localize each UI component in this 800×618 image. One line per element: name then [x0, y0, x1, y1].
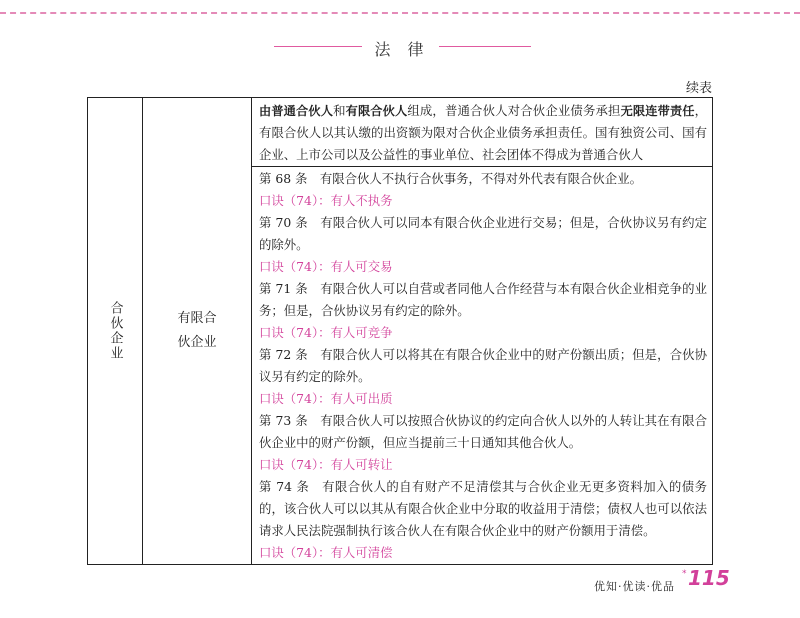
subcategory-line-2: 伙企业 [177, 335, 217, 350]
article-73: 第 73 条 有限合伙人可以按照合伙协议的约定向合伙人以外的人转让其在有限合伙企业中的财产份额，但应当提前三十日通知其他合伙人。 [259, 413, 707, 450]
law-table [87, 97, 713, 565]
star-icon: * [682, 569, 687, 579]
subcategory-cell [143, 98, 252, 565]
definition-text: 由普通合伙人和有限合伙人组成，普通合伙人对合伙企业债务承担无限连带责任，有限合伙人以其认缴的出资额为限对合伙企业债务承担责任。国有独资公司、国有企业、上市公司以及公益性的事业单位、社会团体不得成为普通合伙人 [259, 103, 708, 162]
header-rule-right [439, 46, 531, 47]
header-rule-left [274, 46, 362, 47]
mnemonic-74: 口诀（74）：有人可清偿 [259, 545, 393, 560]
mnemonic-73: 口诀（74）：有人可转让 [259, 457, 393, 472]
articles-cell [252, 167, 713, 565]
definition-cell [252, 98, 713, 167]
article-70: 第 70 条 有限合伙人可以同本有限合伙企业进行交易；但是，合伙协议另有约定的除外。 [259, 215, 707, 252]
subcategory-label [143, 307, 251, 355]
mnemonic-72: 口诀（74）：有人可出质 [259, 391, 393, 406]
header-title: 法 律 [374, 40, 430, 59]
article-74: 第 74 条 有限合伙人的自有财产不足清偿其与合伙企业无更多资料加入的债务的，该合伙人可以以其从有限合伙企业中分取的收益用于清偿；债权人也可以依法请求人民法院强制执行该合伙人在有限合伙企业中的财产份额用于清偿。 [259, 479, 707, 538]
article-71: 第 71 条 有限合伙人可以自营或者同他人合作经营与本有限合伙企业相竞争的业务；但是，合伙协议另有约定的除外。 [259, 281, 707, 318]
continued-label: 续表 [685, 81, 712, 96]
mnemonic-71: 口诀（74）：有人可竞争 [259, 325, 393, 340]
footer-slogan: 优知·优读·优品 [594, 580, 675, 593]
category-cell [88, 98, 143, 565]
page-number: 115 [688, 566, 730, 590]
category-label: 合伙企业 [107, 301, 123, 361]
subcategory-line-1: 有限合 [177, 311, 217, 326]
top-dashed-border [0, 12, 800, 14]
running-header [0, 39, 800, 59]
mnemonic-68: 口诀（74）：有人不执务 [259, 193, 393, 208]
article-68: 第 68 条 有限合伙人不执行合伙事务，不得对外代表有限合伙企业。 [259, 171, 642, 186]
article-72: 第 72 条 有限合伙人可以将其在有限合伙企业中的财产份额出质；但是，合伙协议另有约定的除外。 [259, 347, 707, 384]
mnemonic-70: 口诀（74）：有人可交易 [259, 259, 393, 274]
articles-text [252, 167, 712, 564]
